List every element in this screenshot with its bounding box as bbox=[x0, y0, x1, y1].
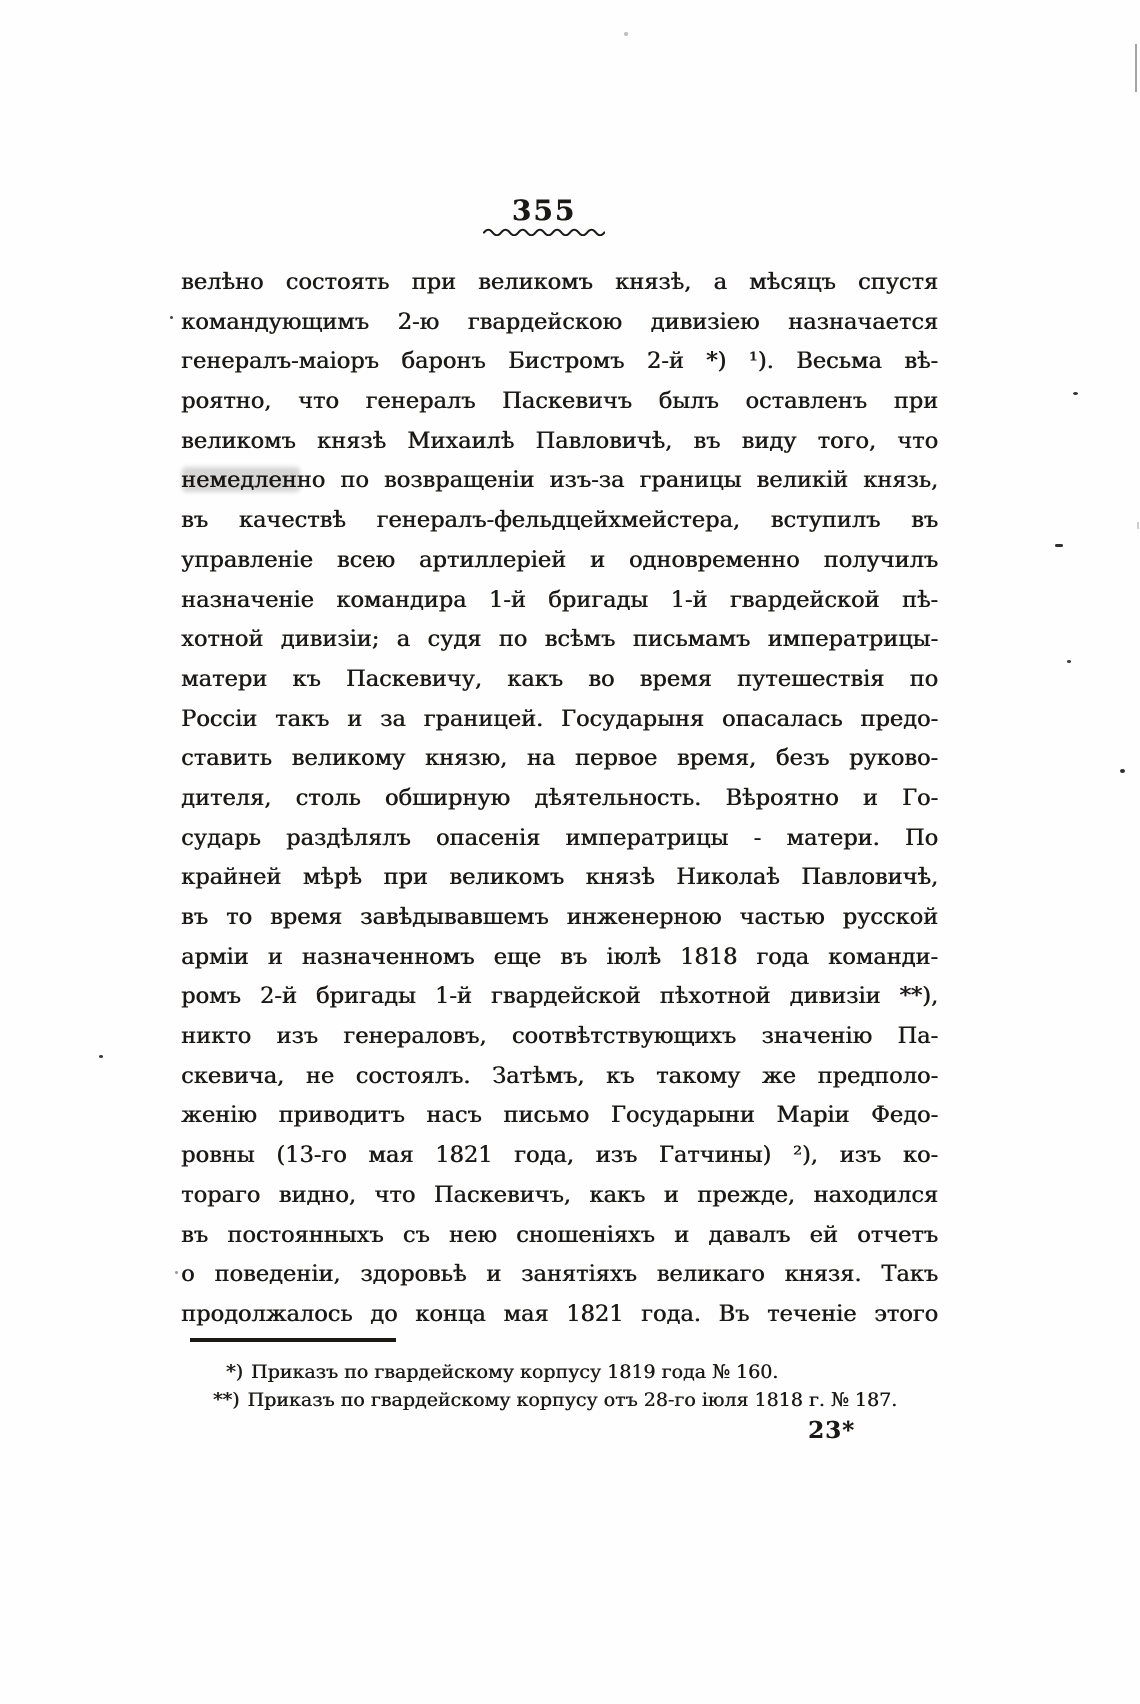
text-line: велѣно состоять при великомъ князѣ, а мѣсяцъ спустя bbox=[181, 269, 938, 295]
scan-speck bbox=[170, 316, 173, 319]
text-line: никто изъ генераловъ, соотвѣтствующихъ значенію Па- bbox=[181, 1023, 938, 1050]
scan-speck bbox=[624, 32, 628, 36]
text-line: ставить великому князю, на первое время, безъ руково- bbox=[181, 745, 938, 772]
text-line: дителя, столь обширную дѣятельность. Вѣроятно и Го- bbox=[181, 784, 938, 811]
scan-speck bbox=[1137, 522, 1139, 529]
body-text-block bbox=[181, 263, 938, 1335]
text-line: въ качествѣ генералъ-фельдцейхмейстера, вступилъ въ bbox=[181, 507, 938, 534]
scan-speck bbox=[1055, 544, 1063, 547]
footnote bbox=[226, 1360, 778, 1384]
text-line: ровны (13-го мая 1821 года, изъ Гатчины) ²), изъ ко- bbox=[181, 1142, 938, 1169]
text-line: ромъ 2-й бригады 1-й гвардейской пѣхотной дивизіи **), bbox=[181, 983, 938, 1010]
footnote bbox=[213, 1388, 897, 1412]
wavy-underline-icon bbox=[483, 226, 605, 236]
text-line: хотной дивизіи; а судя по всѣмъ письмамъ императрицы- bbox=[181, 626, 938, 653]
scan-speck bbox=[99, 1055, 103, 1058]
text-line: скевича, не состоялъ. Затѣмъ, къ такому же предполо- bbox=[181, 1062, 938, 1089]
footnote-text: Приказъ по гвардейскому корпусу отъ 28-го іюля 1818 г. № 187. bbox=[247, 1389, 898, 1411]
footnote-separator bbox=[190, 1338, 396, 1342]
text-line: продолжалось до конца мая 1821 года. Въ теченіе этого bbox=[181, 1300, 938, 1327]
text-line: женію приводитъ насъ письмо Государыни Маріи Федо- bbox=[181, 1102, 938, 1129]
footnote-marker: **) bbox=[213, 1389, 240, 1411]
text-line: о поведеніи, здоровьѣ и занятіяхъ великаго князя. Такъ bbox=[181, 1261, 938, 1288]
footnote-text: Приказъ по гвардейскому корпусу 1819 года № 160. bbox=[250, 1361, 779, 1383]
text-line: въ то время завѣдывавшемъ инженерною частью русской bbox=[181, 904, 938, 930]
text-line: матери къ Паскевичу, какъ во время путешествія по bbox=[181, 665, 938, 692]
text-line: управленіе всею артиллеріей и одновременно получилъ bbox=[181, 546, 938, 573]
scan-speck bbox=[1067, 660, 1071, 663]
scan-edge-line bbox=[1135, 44, 1137, 92]
text-line: великомъ князѣ Михаилѣ Павловичѣ, въ виду того, что bbox=[181, 427, 938, 454]
scan-speck bbox=[1120, 769, 1125, 773]
text-line: немедленно по возвращеніи изъ-за границы великій князь, bbox=[181, 467, 938, 494]
page-header bbox=[483, 194, 605, 236]
text-line: въ постоянныхъ съ нею сношеніяхъ и давалъ ей отчетъ bbox=[181, 1221, 938, 1248]
text-line: командующимъ 2-ю гвардейскою дивизіею назначается bbox=[181, 308, 938, 335]
scan-speck bbox=[175, 1271, 178, 1274]
text-line: сударь раздѣлялъ опасенія императрицы - матери. По bbox=[181, 824, 938, 851]
text-line: крайней мѣрѣ при великомъ князѣ Николаѣ Павловичѣ, bbox=[181, 864, 938, 891]
text-line: Россіи такъ и за границей. Государыня опасалась предо- bbox=[181, 705, 938, 732]
text-line: роятно, что генералъ Паскевичъ былъ оставленъ при bbox=[181, 388, 938, 415]
signature-mark: 23* bbox=[808, 1417, 856, 1444]
text-line: тораго видно, что Паскевичъ, какъ и прежде, находился bbox=[181, 1181, 938, 1208]
footnote-marker: *) bbox=[226, 1361, 243, 1383]
text-line: генералъ-маіоръ баронъ Бистромъ 2-й *) ¹). Весьма вѣ- bbox=[181, 348, 938, 375]
page-number: 355 bbox=[511, 194, 577, 227]
scan-speck bbox=[1073, 392, 1078, 395]
text-line: назначеніе командира 1-й бригады 1-й гвардейской пѣ- bbox=[181, 586, 938, 613]
text-line: арміи и назначенномъ еще въ іюлѣ 1818 года команди- bbox=[181, 943, 938, 970]
